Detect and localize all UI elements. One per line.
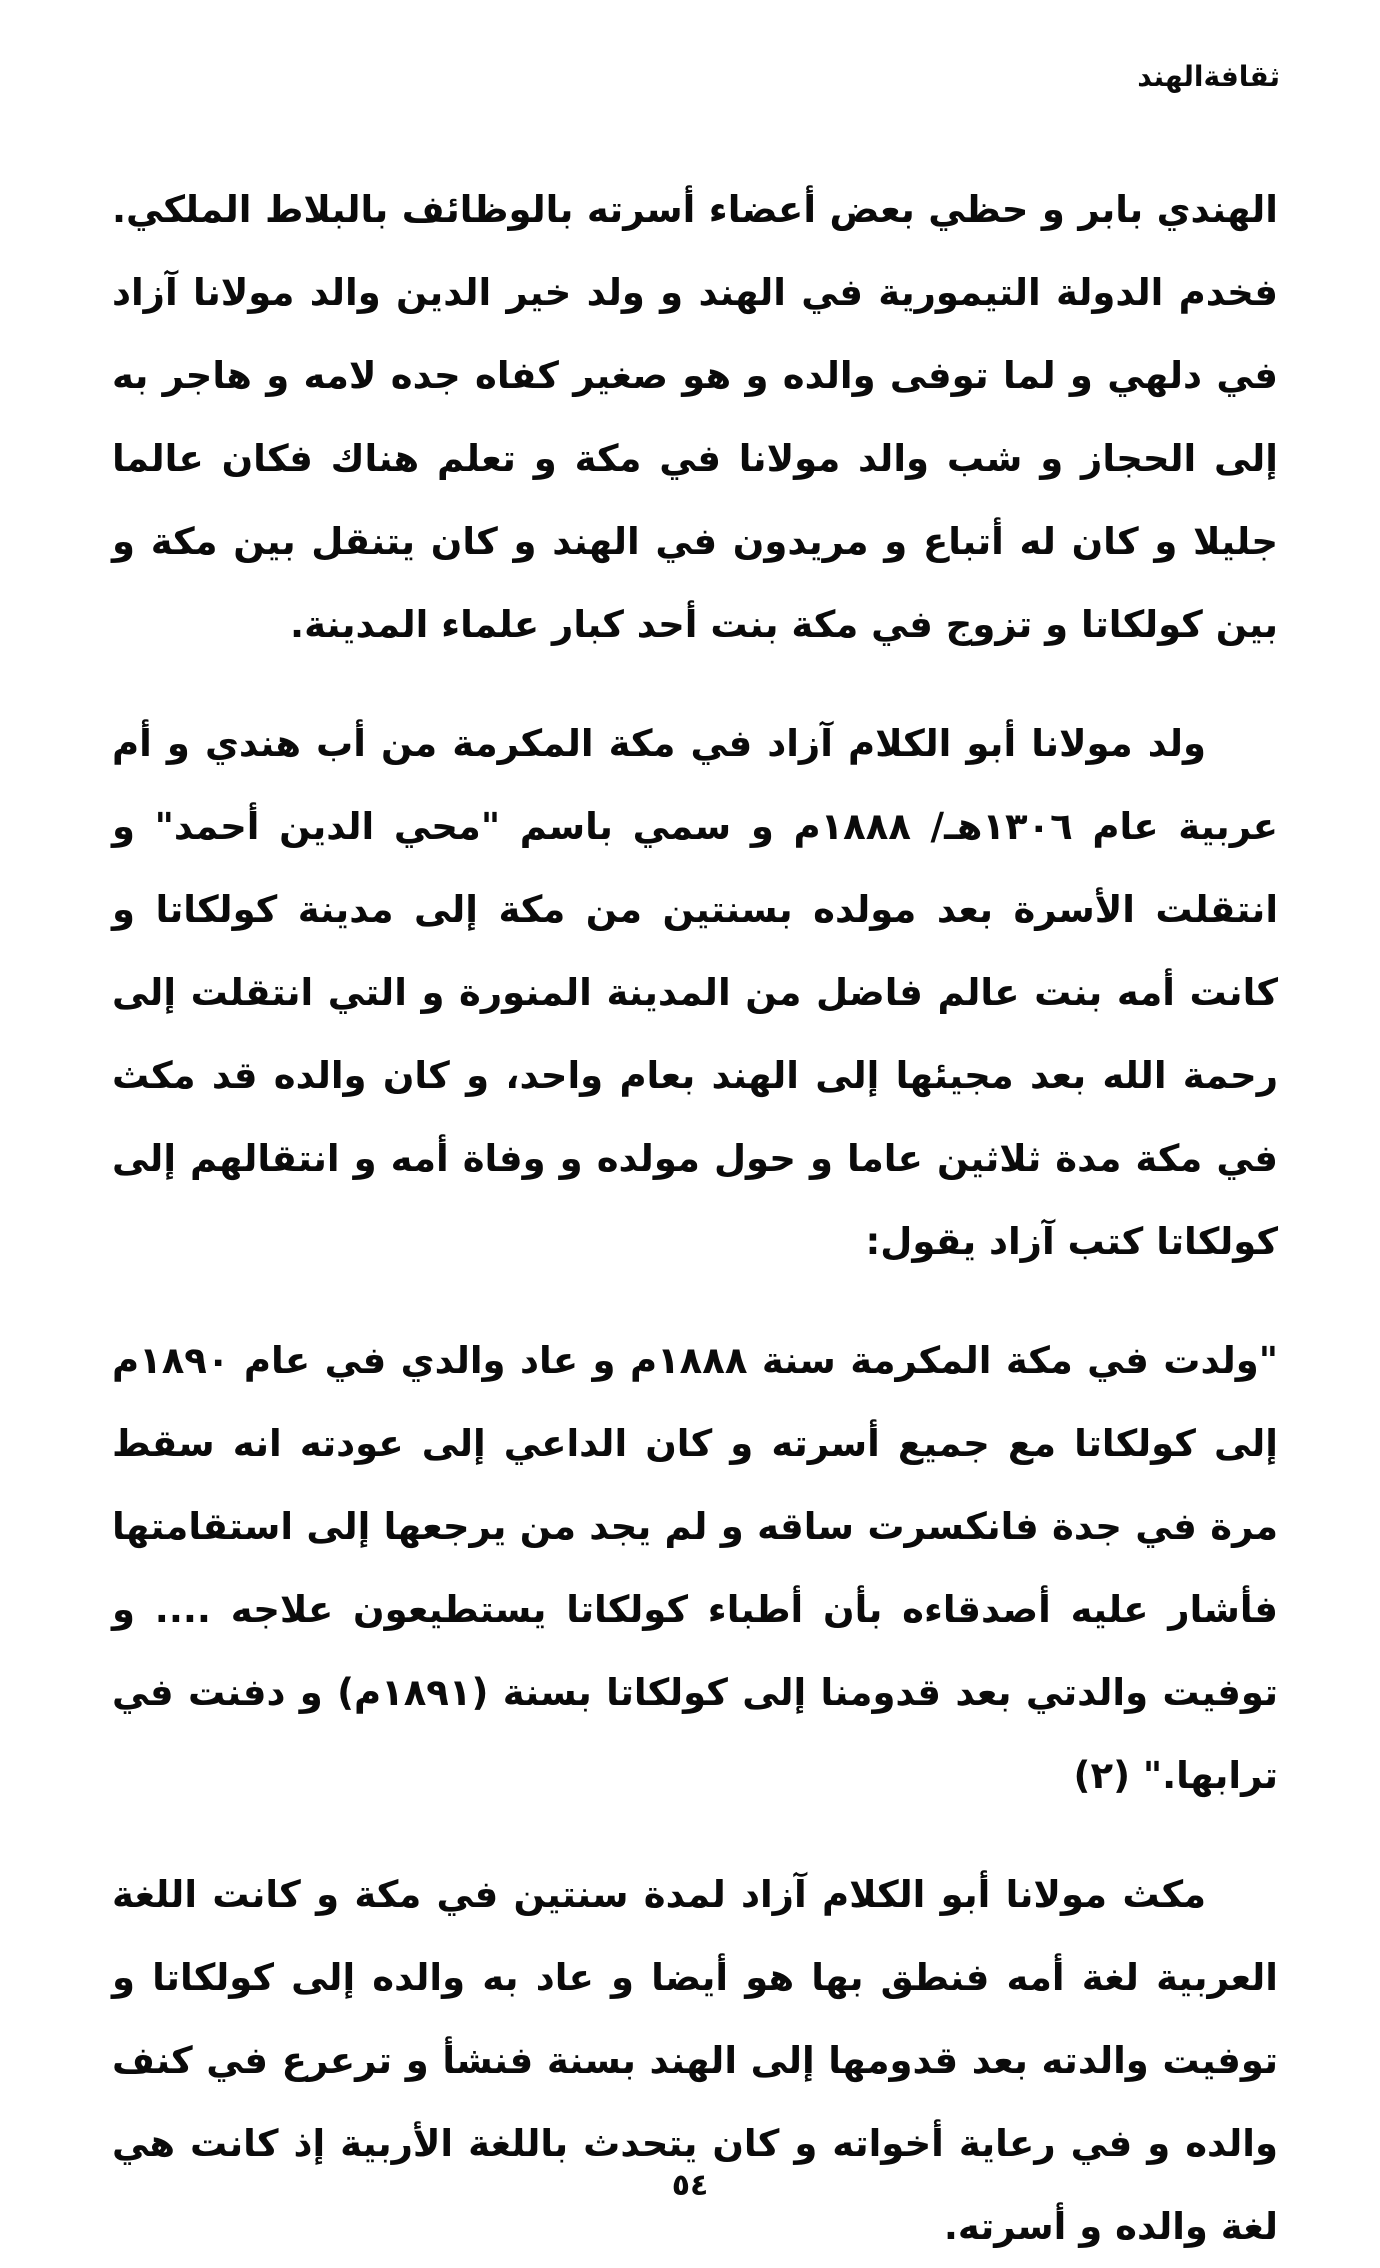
paragraph-2: ولد مولانا أبو الكلام آزاد في مكة المكرمة من أب هندي و أم عربية عام ١٣٠٦هـ/ ١٨٨٨م و سمي باسم "محي الدين أحمد" و انتقلت الأسرة بعد مولده بسنتين من مكة إلى مدينة كولكاتا و كانت أمه بنت عالم فاضل من المدينة المنورة و التي انتقلت إلى رحمة الله بعد مجيئها إلى الهند بعام واحد، و كان والده قد مكث في مكة مدة ثلاثين عاما و حول مولده و وفاة أمه و انتقالهم إلى كولكاتا كتب آزاد يقول: <box>112 722 1278 1263</box>
paragraph-1: الهندي بابر و حظي بعض أعضاء أسرته بالوظائف بالبلاط الملكي. فخدم الدولة التيمورية في الهند و ولد خير الدين والد مولانا آزاد في دلهي و لما توفى والده و هو صغير كفاه جده لامه و هاجر به إلى الحجاز و شب والد مولانا في مكة و تعلم هناك فكان عالما جليلا و كان له أتباع و مريدون في الهند و كان يتنقل بين مكة و بين كولكاتا و تزوج في مكة بنت أحد كبار علماء المدينة. <box>112 188 1278 646</box>
running-header: ثقافةالهند <box>1137 60 1280 93</box>
body-text <box>112 168 1278 2268</box>
page-number: ٥٤ <box>671 2168 709 2203</box>
paragraph-4: مكث مولانا أبو الكلام آزاد لمدة سنتين في مكة و كانت اللغة العربية لغة أمه فنطق بها هو أيضا و عاد به والده إلى كولكاتا و توفيت والدته بعد قدومها إلى الهند بسنة فنشأ و ترعرع في كنف والده و في رعاية أخواته و كان يتحدث باللغة الأربية إذ كانت هي لغة والده و أسرته. <box>112 1873 1278 2248</box>
paragraph-3-quote: "ولدت في مكة المكرمة سنة ١٨٨٨م و عاد والدي في عام ١٨٩٠م إلى كولكاتا مع جميع أسرته و كان الداعي إلى عودته انه سقط مرة في جدة فانكسرت ساقه و لم يجد من يرجعها إلى استقامتها فأشار عليه أصدقاءه بأن أطباء كولكاتا يستطيعون علاجه .... و توفيت والدتي بعد قدومنا إلى كولكاتا بسنة (١٨٩١م) و دفنت في ترابها." (٢) <box>112 1339 1278 1797</box>
